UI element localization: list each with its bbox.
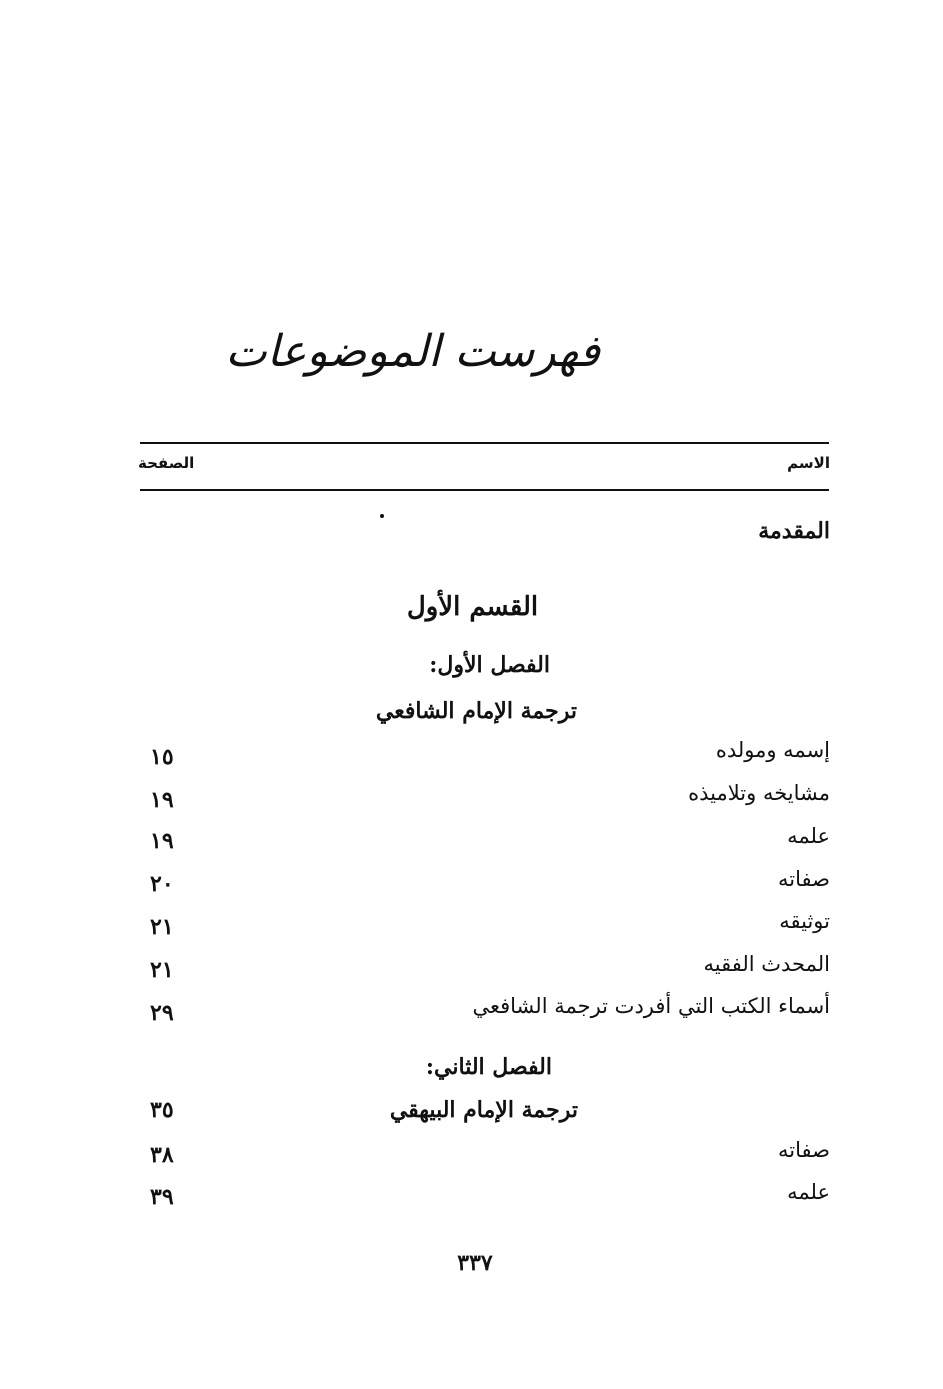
page-column-header: الصفحة — [138, 454, 195, 472]
toc-entry-title: أسماء الكتب التي أفردت ترجمة الشافعي — [472, 994, 830, 1018]
toc-entry-title: مشايخه وتلاميذه — [688, 781, 830, 805]
toc-entry-page: ٢١ — [150, 957, 174, 983]
part-title: القسم الأول — [406, 592, 539, 622]
chapter2-subtitle-page: ٣٥ — [150, 1097, 174, 1123]
header-bottom-rule — [140, 489, 829, 491]
toc-entry-page: ٢١ — [150, 914, 174, 940]
toc-entry-page: ٣٨ — [150, 1142, 174, 1168]
toc-entry-title: إسمه ومولده — [715, 738, 830, 762]
chapter1-label: الفصل الأول: — [429, 652, 550, 678]
toc-entry-page: ١٥ — [150, 744, 174, 770]
intro-label: المقدمة — [758, 518, 830, 544]
name-column-header: الاسم — [787, 454, 830, 472]
chapter2-subtitle: ترجمة الإمام البيهقي — [389, 1097, 578, 1123]
toc-entry-page: ٢٠ — [150, 871, 174, 897]
page-title: فهرست الموضوعات — [225, 326, 600, 377]
toc-entry-page: ١٩ — [150, 787, 174, 813]
toc-entry-page: ٣٩ — [150, 1184, 174, 1210]
toc-entry-title: المحدث الفقيه — [703, 952, 830, 976]
chapter1-subtitle: ترجمة الإمام الشافعي — [375, 698, 577, 724]
toc-entry-page: ١٩ — [150, 828, 174, 854]
decorative-dot — [380, 514, 384, 518]
page-number: ٣٣٧ — [457, 1250, 493, 1276]
toc-entry-page: ٢٩ — [150, 1000, 174, 1026]
toc-entry-title: علمه — [787, 824, 830, 848]
toc-entry-title: علمه — [787, 1180, 830, 1204]
toc-entry-title: صفاته — [778, 867, 830, 891]
toc-entry-title: صفاته — [778, 1138, 830, 1162]
chapter2-label: الفصل الثاني: — [425, 1054, 552, 1080]
toc-entry-title: توثيقه — [779, 909, 830, 933]
header-top-rule — [140, 442, 829, 444]
